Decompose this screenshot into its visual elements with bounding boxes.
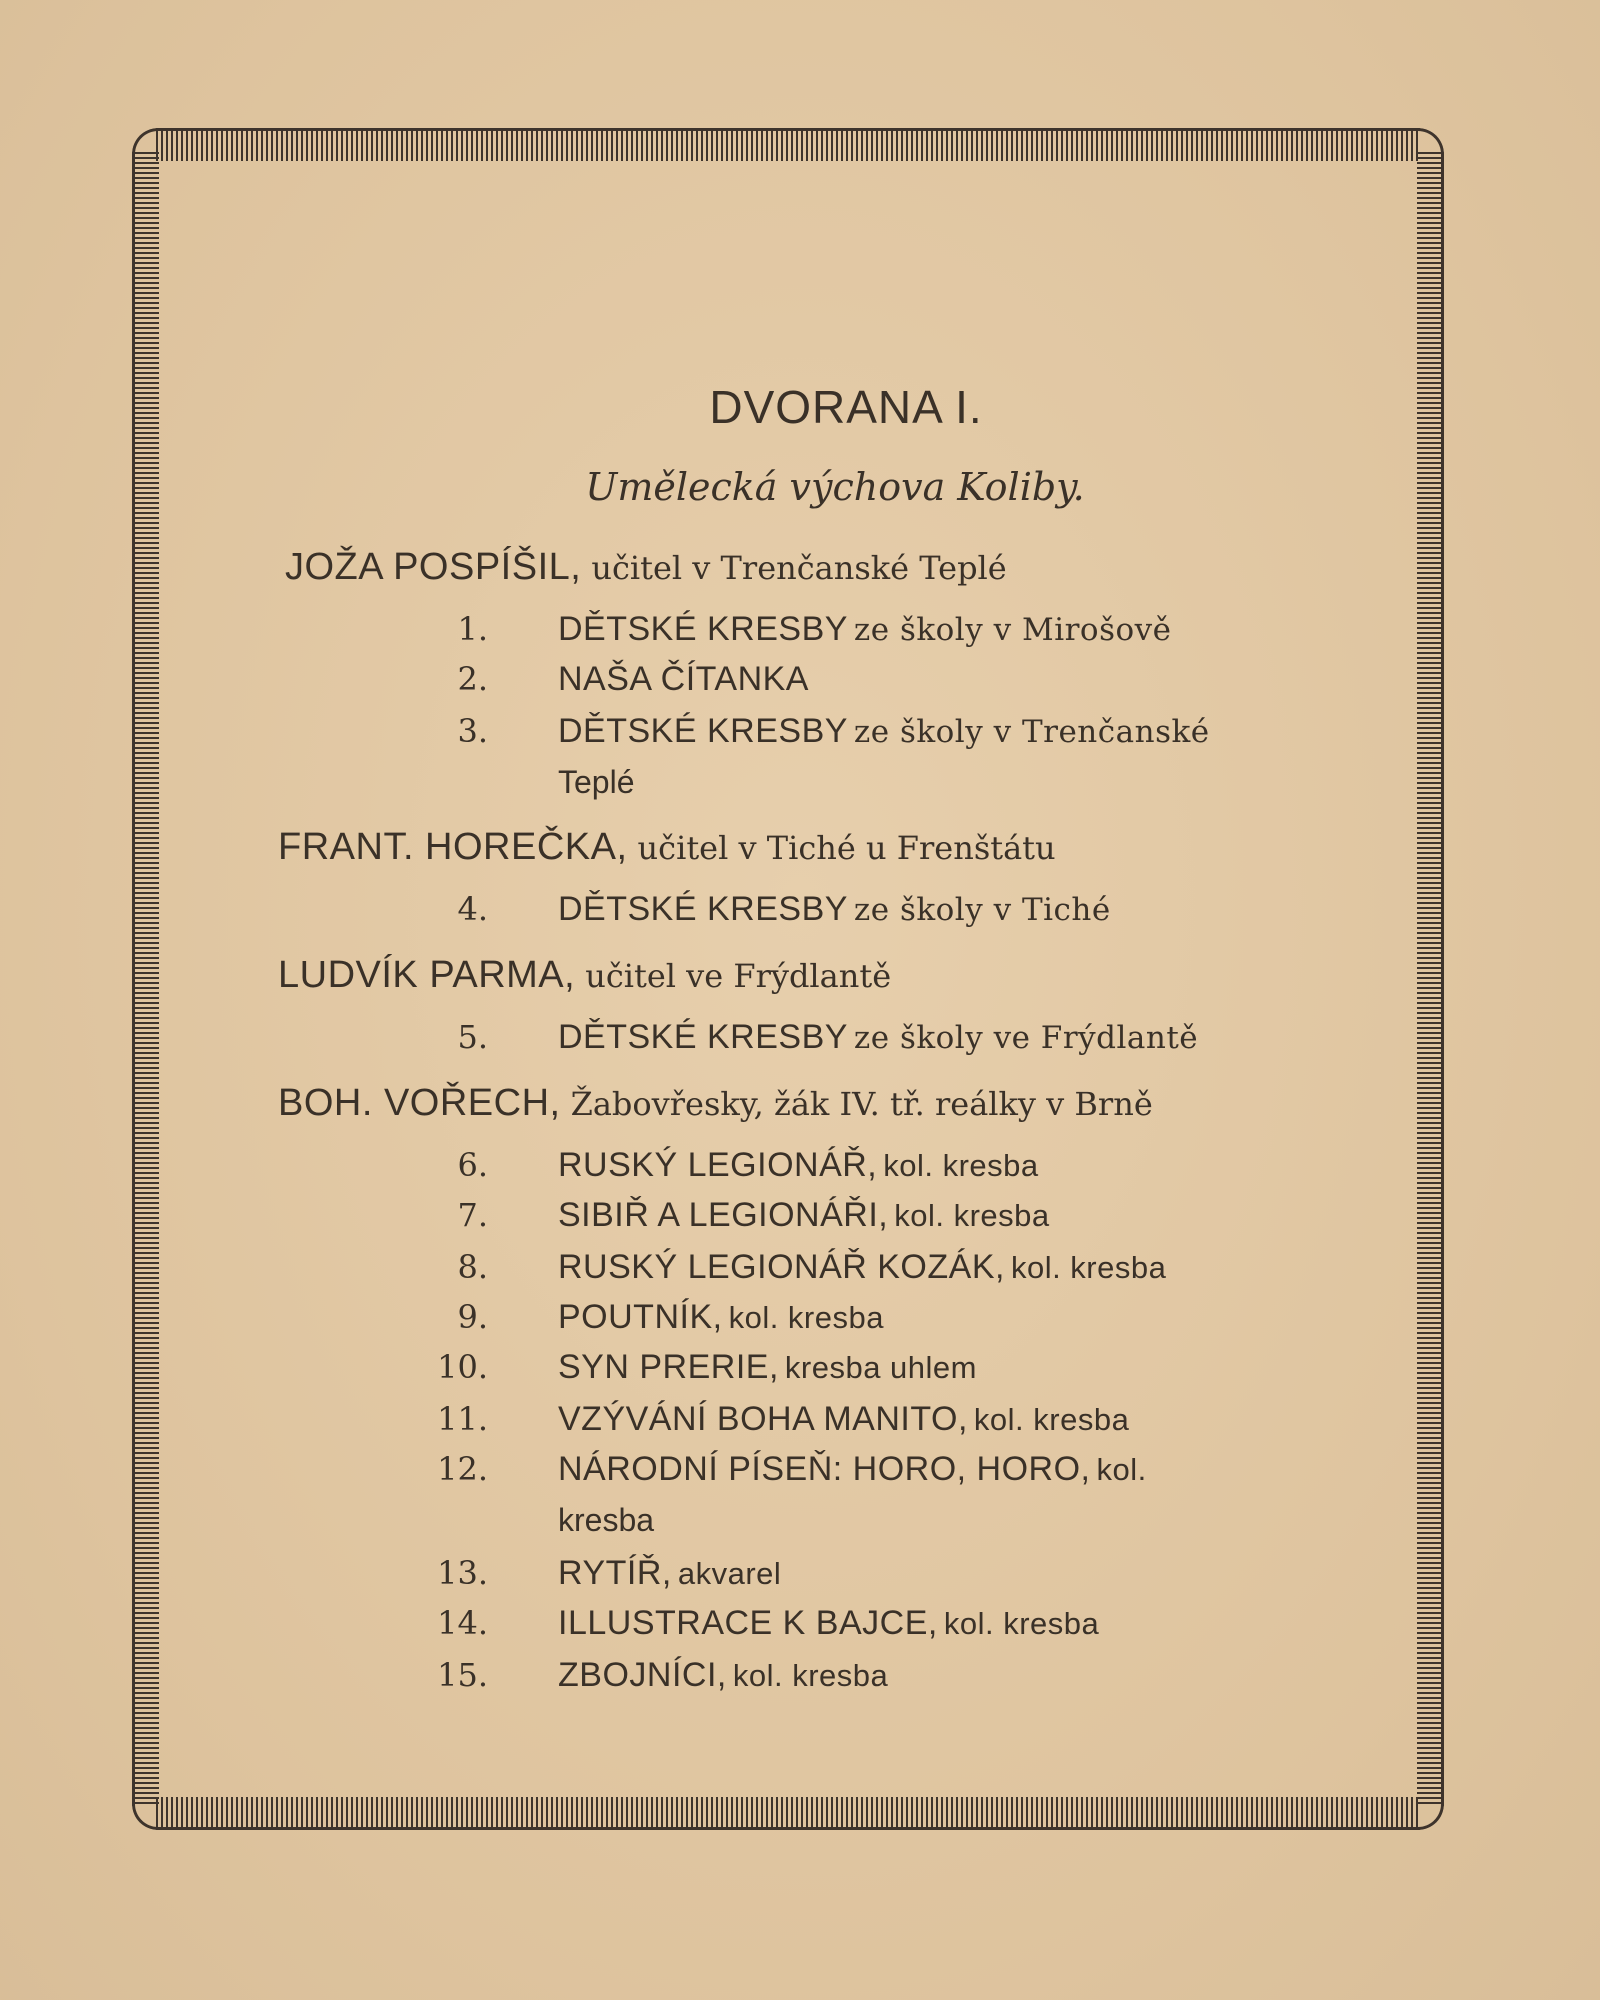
item-title: DĚTSKÉ KRESBY (558, 712, 848, 750)
item-number: 8. (457, 1248, 488, 1286)
item-description: ze školy v Mirošově (853, 612, 1172, 648)
item-title: ILLUSTRACE K BAJCE, (558, 1604, 938, 1642)
item-number: 15. (437, 1656, 488, 1694)
item-title: NAŠA ČÍTANKA (558, 660, 809, 698)
item-number: 9. (457, 1298, 488, 1336)
item-title: RYTÍŘ, (558, 1554, 672, 1592)
section-header (278, 954, 891, 997)
item-description: kol. kresba (883, 1148, 1039, 1183)
section-header (278, 826, 1056, 869)
item-title: DĚTSKÉ KRESBY (558, 610, 848, 648)
item-number: 4. (457, 890, 488, 928)
item-number: 2. (457, 660, 488, 698)
item-title: NÁRODNÍ PÍSEŇ: HORO, HORO, (558, 1450, 1091, 1488)
item-description: kol. kresba (1010, 1250, 1167, 1285)
page-title: DVORANA I. (709, 381, 983, 433)
item-number: 12. (437, 1450, 488, 1488)
author-role: učitel v Trenčanské Teplé (591, 549, 1007, 587)
author-role: Žabovřesky, žák IV. tř. reálky v Brně (570, 1085, 1153, 1123)
item-title: SIBIŘ A LEGIONÁŘI, (558, 1196, 889, 1234)
item-description: ze školy ve Frýdlantě (853, 1020, 1199, 1056)
item-title: POUTNÍK, (558, 1298, 723, 1336)
item-title: SYN PRERIE, (558, 1348, 779, 1386)
item-description: kol. kresba (943, 1606, 1100, 1641)
section-header (285, 546, 1007, 589)
item-description: ze školy v Trenčanské (853, 714, 1210, 750)
item-number: 3. (457, 712, 488, 750)
item-title: RUSKÝ LEGIONÁŘ, (558, 1146, 878, 1184)
item-description: kol. kresba (728, 1300, 884, 1335)
page-subtitle: Umělecká výchova Koliby. (585, 465, 1085, 509)
item-number: 6. (457, 1146, 488, 1184)
item-number: 5. (457, 1018, 488, 1056)
item-title: VZÝVÁNÍ BOHA MANITO, (558, 1400, 968, 1438)
item-number: 7. (457, 1196, 488, 1234)
item-title: ZBOJNÍCI, (558, 1656, 727, 1694)
section-header (278, 1082, 1153, 1125)
item-continuation: Teplé (558, 764, 635, 800)
item-title: RUSKÝ LEGIONÁŘ KOZÁK, (558, 1248, 1005, 1286)
item-number: 14. (437, 1604, 488, 1642)
item-number: 1. (457, 610, 488, 648)
item-description: akvarel (677, 1556, 782, 1591)
author-name: JOŽA POSPÍŠIL, (285, 546, 582, 588)
item-description: kol. kresba (973, 1402, 1130, 1437)
item-title: DĚTSKÉ KRESBY (558, 890, 848, 928)
item-number: 11. (437, 1400, 488, 1438)
item-description: kol. (1096, 1452, 1147, 1487)
item-description: kresba uhlem (784, 1350, 977, 1385)
item-title: DĚTSKÉ KRESBY (558, 1018, 848, 1056)
item-description: kol. kresba (732, 1658, 889, 1693)
author-name: FRANT. HOREČKA, (278, 826, 628, 868)
author-name: BOH. VOŘECH, (278, 1082, 561, 1124)
item-number: 10. (437, 1348, 488, 1386)
author-name: LUDVÍK PARMA, (278, 954, 576, 996)
item-continuation: kresba (558, 1502, 655, 1538)
item-description: ze školy v Tiché (853, 892, 1111, 928)
item-number: 13. (437, 1554, 488, 1592)
author-role: učitel v Tiché u Frenštátu (637, 829, 1056, 867)
item-description: kol. kresba (894, 1198, 1050, 1233)
author-role: učitel ve Frýdlantě (585, 957, 892, 995)
